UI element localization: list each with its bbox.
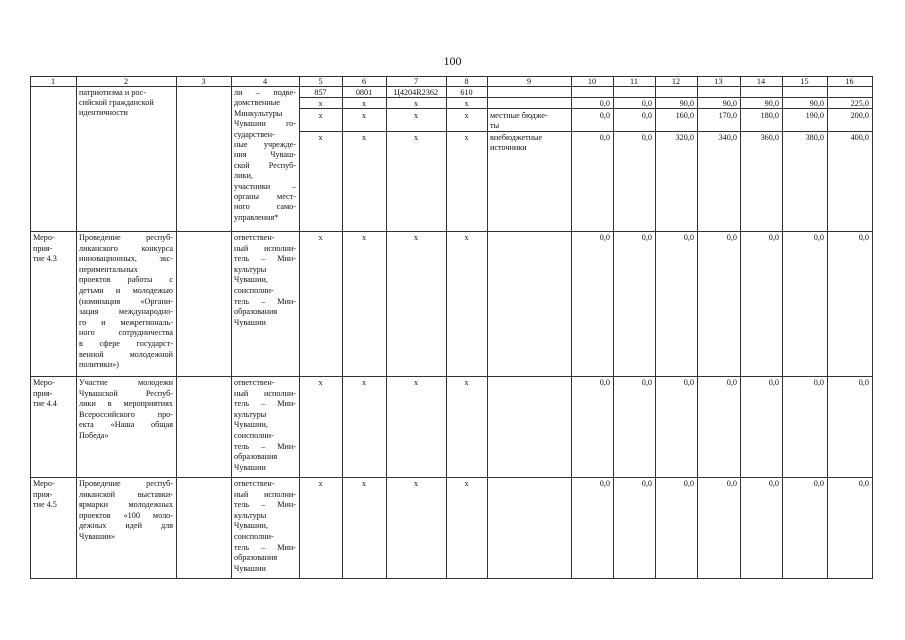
executor-line: образования [234,452,278,462]
executor-line: Чувашии, [234,521,268,531]
code-cell: 610 [460,88,473,97]
event-name-line: патриотизма и рос- [79,88,147,97]
header-cell-5: 5 [318,77,323,86]
event-name-line: ного сотрудничества [79,328,173,338]
column-rule [176,76,177,579]
event-label-line: прия- [33,388,53,398]
value-cell: 0,0 [599,133,610,142]
value-cell: 0,0 [683,233,694,242]
value-cell: 0,0 [726,479,737,488]
executor-line: соисполни- [234,286,274,295]
value-cell: 340,0 [718,133,737,142]
executor-line: тель – Мин- [234,399,296,409]
block-rule [30,231,872,232]
value-cell: 0,0 [726,233,737,242]
executor-line: Чувашии [234,462,266,472]
funding-source-line: внебюджетные [490,133,543,142]
event-name-line: Проведение респуб- [79,479,173,488]
executor-line: ли – подве- [234,88,296,97]
value-cell: 360,0 [760,133,779,142]
executor-line: управления* [234,212,279,222]
code-cell: x [318,111,323,120]
event-name-line: го и межрегиональ- [79,317,173,327]
header-cell-11: 11 [630,77,638,86]
value-cell: 0,0 [768,233,779,242]
event-name-line: Всероссийского про- [79,409,173,419]
executor-line: ответствен- [234,479,275,488]
executor-line: ный исполни- [234,243,296,253]
event-name-line: инновационных, экс- [79,254,173,264]
executor-line: культуры [234,264,267,274]
event-label-line: Меро- [33,378,55,387]
code-cell: 857 [314,88,327,97]
executor-line: культуры [234,409,267,419]
value-cell: 200,0 [850,111,869,120]
value-cell: 90,0 [722,99,737,108]
code-cell: x [413,378,419,387]
executor-line: Чувашии [234,563,266,573]
block-rule [30,376,872,377]
value-cell: 0,0 [641,99,652,108]
executor-line: тель – Мин- [234,254,296,264]
value-cell: 0,0 [599,479,610,488]
header-cell-3: 3 [201,77,206,86]
event-name-line: периментальных [79,264,138,274]
column-rule [827,76,828,579]
header-cell-4: 4 [262,77,268,86]
value-cell: 0,0 [641,111,652,120]
executor-line: образования [234,553,278,563]
event-name-line: проектов работы с [79,275,173,285]
code-cell: x [318,378,323,387]
value-cell: 0,0 [858,378,869,387]
executor-line: тель – Мин- [234,500,296,510]
code-cell: x [361,378,367,387]
event-name-line: в сфере государст- [79,339,173,348]
value-cell: 190,0 [805,111,824,120]
value-cell: 225,0 [850,99,869,108]
value-cell: 0,0 [683,479,694,488]
code-cell: x [318,99,323,108]
value-cell: 0,0 [858,233,869,242]
header-cell-10: 10 [587,77,597,86]
event-name-line: зация международно- [79,307,173,317]
code-cell: x [464,99,469,108]
column-rule [487,76,488,579]
value-cell: 0,0 [641,133,652,142]
code-cell: x [464,111,469,120]
event-label-line: прия- [33,489,53,499]
event-label-line: Меро- [33,479,55,488]
header-cell-15: 15 [800,77,809,86]
funding-source-line: местные бюдже- [490,111,548,120]
executor-line: культуры [234,510,267,520]
column-rule [299,76,300,579]
event-label-line: тие 4.4 [33,399,57,409]
header-cell-2: 2 [123,77,129,86]
column-rule [30,76,31,579]
event-label-line: прия- [33,243,53,253]
event-name-line: проектов «100 моло- [79,510,173,520]
executor-line: ный исполни- [234,388,296,398]
code-cell: x [361,233,367,242]
value-cell: 0,0 [599,111,610,120]
value-cell: 0,0 [726,378,737,387]
value-cell: 160,0 [675,111,694,120]
value-cell: 0,0 [599,378,610,387]
column-rule [872,76,873,579]
executor-line: участники – [234,181,296,191]
event-name-line: лики в мероприятиях [79,399,173,409]
event-label-line: тие 4.5 [33,500,57,510]
executor-line: лики, [234,171,253,181]
value-cell: 170,0 [718,111,737,120]
value-cell: 0,0 [599,99,610,108]
column-rule [782,76,783,579]
header-cell-12: 12 [671,77,681,86]
code-cell: x [413,99,419,108]
executor-line: образования [234,307,278,317]
value-cell: 0,0 [813,233,824,242]
column-rule [655,76,656,579]
event-name-line: Чувашской Респуб- [79,388,173,398]
funding-source-line: источники [490,143,527,152]
value-cell: 90,0 [764,99,779,108]
value-cell: 0,0 [768,378,779,387]
executor-line: соисполни- [234,431,274,440]
value-cell: 0,0 [768,479,779,488]
executor-line: ного само- [234,202,296,212]
event-name-line: идентичности [79,108,128,117]
column-rule [342,76,343,579]
column-rule [446,76,447,579]
event-label-line: тие 4.3 [33,254,57,264]
value-cell: 400,0 [850,133,869,142]
row-rule [299,131,872,132]
code-cell: x [361,99,367,108]
column-rule [231,76,232,579]
code-cell: x [464,133,469,142]
value-cell: 0,0 [599,233,610,242]
executor-line: ответствен- [234,378,275,387]
page-number: 100 [443,54,462,68]
event-name-line: екта «Наша общая [79,420,173,430]
code-cell: x [318,233,323,242]
code-cell: x [413,479,419,488]
column-rule [76,76,77,579]
code-cell: x [464,479,469,488]
event-name-line: детьми и молодежью [79,286,173,295]
value-cell: 320,0 [675,133,694,142]
value-cell: 180,0 [760,111,779,120]
code-cell: x [318,479,323,488]
value-cell: 90,0 [809,99,824,108]
event-name-line: дежных идей для [79,521,173,531]
budget-table [30,76,872,579]
code-cell: x [464,378,469,387]
header-cell-8: 8 [464,77,469,86]
code-cell: x [318,133,323,142]
event-name-line: Проведение респуб- [79,233,173,242]
value-cell: 0,0 [858,479,869,488]
executor-line: Чувашии го- [234,119,296,129]
code-cell: Ц4204R2362 [393,88,439,97]
executor-line: тель – Мин- [234,296,296,306]
executor-line: ответствен- [234,233,275,242]
executor-line: органы мест- [234,192,296,201]
code-cell: x [413,111,419,120]
header-cell-1: 1 [50,77,56,86]
header-cell-6: 6 [361,77,367,86]
column-rule [386,76,387,579]
executor-line: тель – Мин- [234,441,296,451]
executor-line: ния Чуваш- [234,150,296,160]
funding-source-line: ты [490,121,500,130]
value-cell: 0,0 [641,479,652,488]
executor-line: домственные [234,98,280,108]
event-name-line: сийской гражданской [79,98,154,107]
event-name-line: ярмарки молодежных [79,500,173,510]
column-rule [613,76,614,579]
event-name-line: Чувашии» [79,532,115,541]
executor-line: Чувашии, [234,420,268,430]
executor-line: ской Респуб- [234,160,296,170]
column-rule [740,76,741,579]
executor-line: сударствен- [234,129,275,139]
code-cell: x [361,111,367,120]
value-cell: 0,0 [813,479,824,488]
header-cell-7: 7 [413,77,419,86]
code-cell: x [413,133,419,142]
code-cell: x [413,233,419,242]
header-cell-14: 14 [756,77,766,86]
event-name-line: ликанской выставки- [79,489,173,499]
code-cell: 0801 [355,88,373,97]
value-cell: 380,0 [805,133,824,142]
executor-line: ные учрежде- [234,140,296,149]
executor-line: Чувашии, [234,275,268,285]
executor-line: Минкультуры [234,108,283,118]
event-label-line: Меро- [33,233,55,242]
value-cell: 0,0 [683,378,694,387]
table-bottom-border [30,578,872,579]
header-cell-9: 9 [526,77,532,86]
event-name-line: (номинация «Органи- [79,296,173,306]
executor-line: Чувашии [234,317,266,327]
column-rule [571,76,572,579]
value-cell: 0,0 [813,378,824,387]
executor-line: соисполни- [234,532,274,541]
event-name-line: политики») [79,360,119,370]
code-cell: x [464,233,469,242]
event-name-line: венной молодежной [79,349,173,359]
event-name-line: Участие молодежи [79,378,173,387]
event-name-line: ликанского конкурса [79,243,173,253]
event-name-line: Победа» [79,431,109,440]
executor-line: ный исполни- [234,489,296,499]
code-cell: x [361,479,367,488]
value-cell: 90,0 [679,99,694,108]
value-cell: 0,0 [641,233,652,242]
column-rule [697,76,698,579]
header-cell-13: 13 [714,77,723,86]
code-cell: x [361,133,367,142]
block-rule [30,477,872,478]
executor-line: тель – Мин- [234,542,296,552]
header-cell-16: 16 [845,77,854,86]
value-cell: 0,0 [641,378,652,387]
